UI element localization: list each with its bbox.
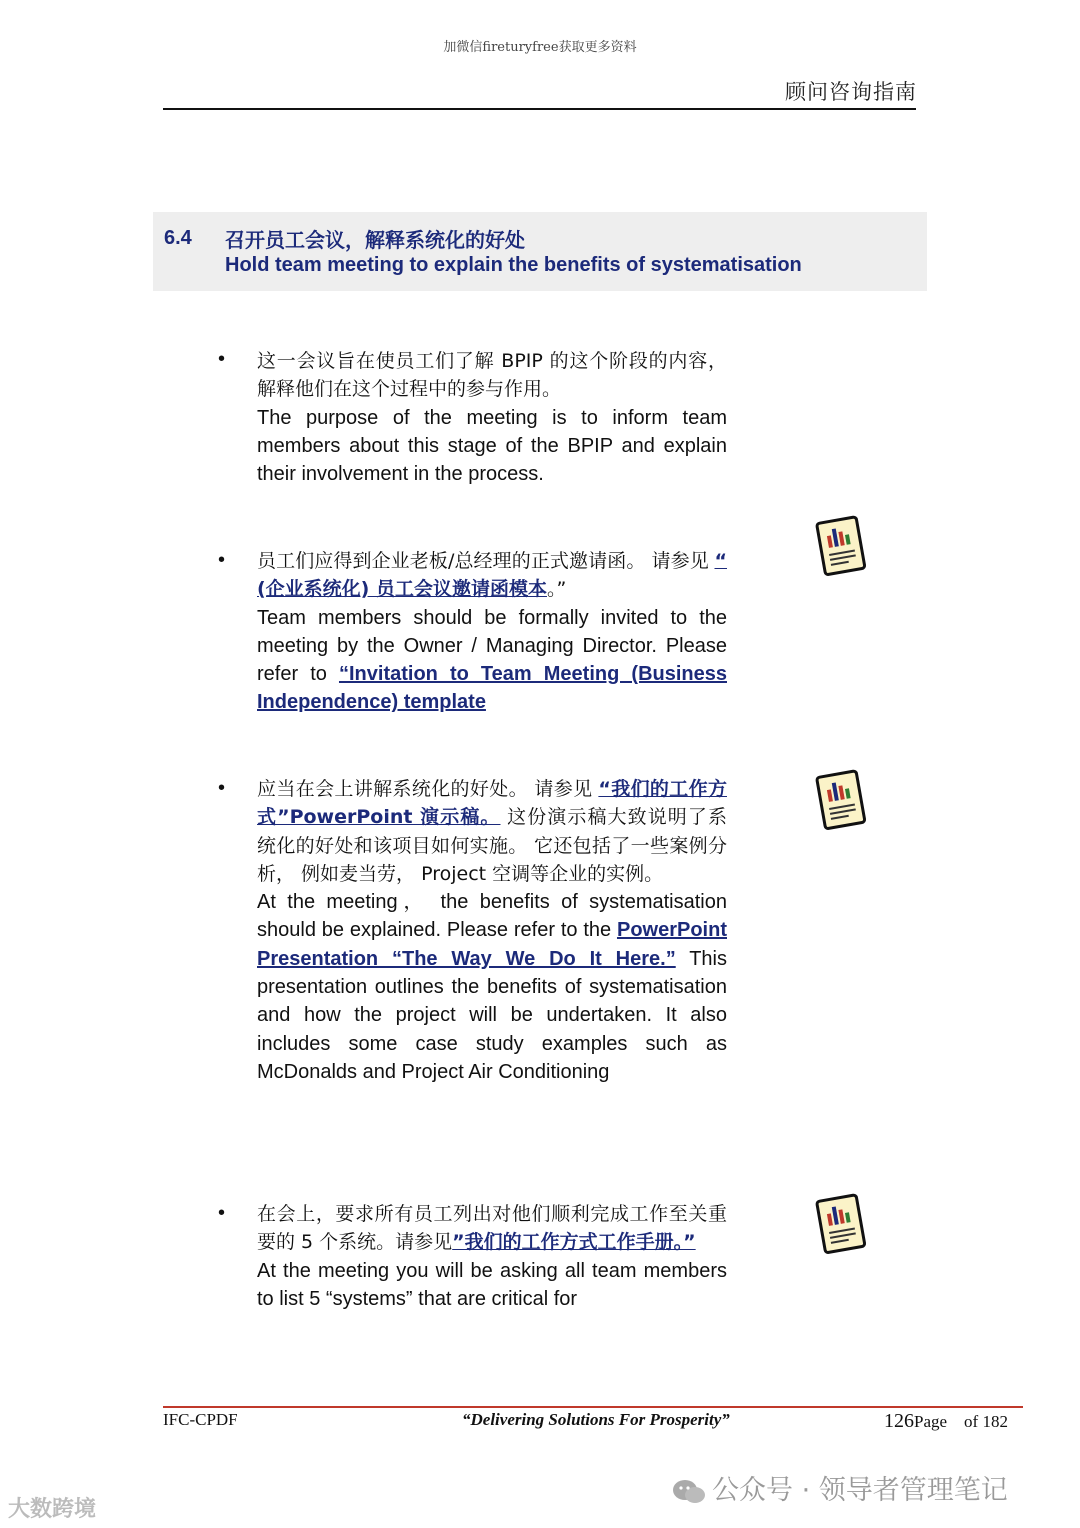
bullet-3-cn-rest: 这份演示稿大致说明了系统化的好处和该项目如何实施。 它还包括了一些案例分析， 例如麦当劳， Project 空调等企业的实例。 [257, 806, 727, 885]
bullet-marker: • [218, 549, 226, 571]
workbook-link-cn[interactable]: ”我们的工作方式工作手册。” [452, 1231, 696, 1254]
bullet-4-en: At the meeting you will be asking all team members to list 5 “systems” that are critical for [257, 1259, 727, 1310]
bullet-1-text [257, 347, 727, 488]
bullet-4-text [257, 1200, 727, 1313]
page-total: of 182 [964, 1412, 1008, 1431]
powerpoint-link-cn[interactable]: “我们的工作方式”PowerPoint 演示稿。 [257, 778, 727, 829]
section-number: 6.4 [164, 227, 192, 249]
bullet-3-en-rest: This presentation outlines the benefits of systematisation and how the project will be undertaken. It also includes some case study examples such as McDonalds and Project Air Conditioning [257, 947, 728, 1083]
bullet-marker: • [218, 348, 226, 370]
footer-org: IFC-CPDF [163, 1410, 238, 1429]
bottom-left-watermark: 大数跨境 [8, 1496, 97, 1521]
bullet-1-en: The purpose of the meeting is to inform team members about this stage of the BPIP and explain their involvement in the process. [257, 406, 727, 486]
bullet-marker: • [218, 1202, 226, 1224]
bullet-3-text [257, 775, 727, 1086]
wechat-icon [672, 1478, 706, 1506]
bullet-3-en: At the meeting， the benefits of systematisation should be explained. Please refer to the [257, 891, 727, 942]
bullet-3-cn: 应当在会上讲解系统化的好处。 请参见 [257, 778, 593, 800]
template-link-en[interactable]: “Invitation to Team Meeting (Business Independence) template [257, 663, 727, 714]
header-divider [163, 108, 916, 110]
page-word: Page [914, 1412, 948, 1431]
page-number: 126 [884, 1410, 914, 1432]
document-chart-icon[interactable] [807, 514, 873, 580]
footer-divider [163, 1406, 1023, 1408]
bottom-right-watermark [672, 1468, 1008, 1507]
document-chart-icon[interactable] [807, 768, 873, 834]
guide-title: 顾问咨询指南 [785, 80, 917, 104]
bullet-marker: • [218, 777, 226, 799]
powerpoint-link-en[interactable]: PowerPoint Presentation “The Way We Do It Here.” [257, 919, 727, 970]
top-watermark: 加微信fireturyfree获取更多资料 [443, 40, 637, 55]
template-link-cn[interactable]: “ (企业系统化) 员工会议邀请函模本 [257, 550, 727, 601]
document-chart-icon[interactable] [807, 1192, 873, 1258]
bullet-2-cn: 员工们应得到企业老板/总经理的正式邀请函。 请参见 [257, 550, 709, 572]
section-title-en: Hold team meeting to explain the benefits of systematisation [225, 254, 802, 276]
bullet-1-cn: 这一会议旨在使员工们了解 BPIP 的这个阶段的内容，解释他们在这个过程中的参与作用。 [257, 350, 727, 401]
bullet-2-cn-end: 。” [546, 578, 567, 601]
footer-slogan: “Delivering Solutions For Prosperity” [462, 1410, 730, 1429]
bullet-2-en: Team members should be formally invited to the meeting by the Owner / Managing Director. Please refer to [257, 606, 727, 686]
bullet-2-text [257, 547, 727, 717]
footer-page [884, 1410, 1014, 1433]
bullet-4-cn: 在会上，要求所有员工列出对他们顺利完成工作至关重要的 5 个系统。请参见 [257, 1203, 727, 1254]
bottom-right-watermark-text: 公众号 · 领导者管理笔记 [712, 1475, 1008, 1506]
section-title-cn: 召开员工会议，解释系统化的好处 [225, 228, 525, 252]
